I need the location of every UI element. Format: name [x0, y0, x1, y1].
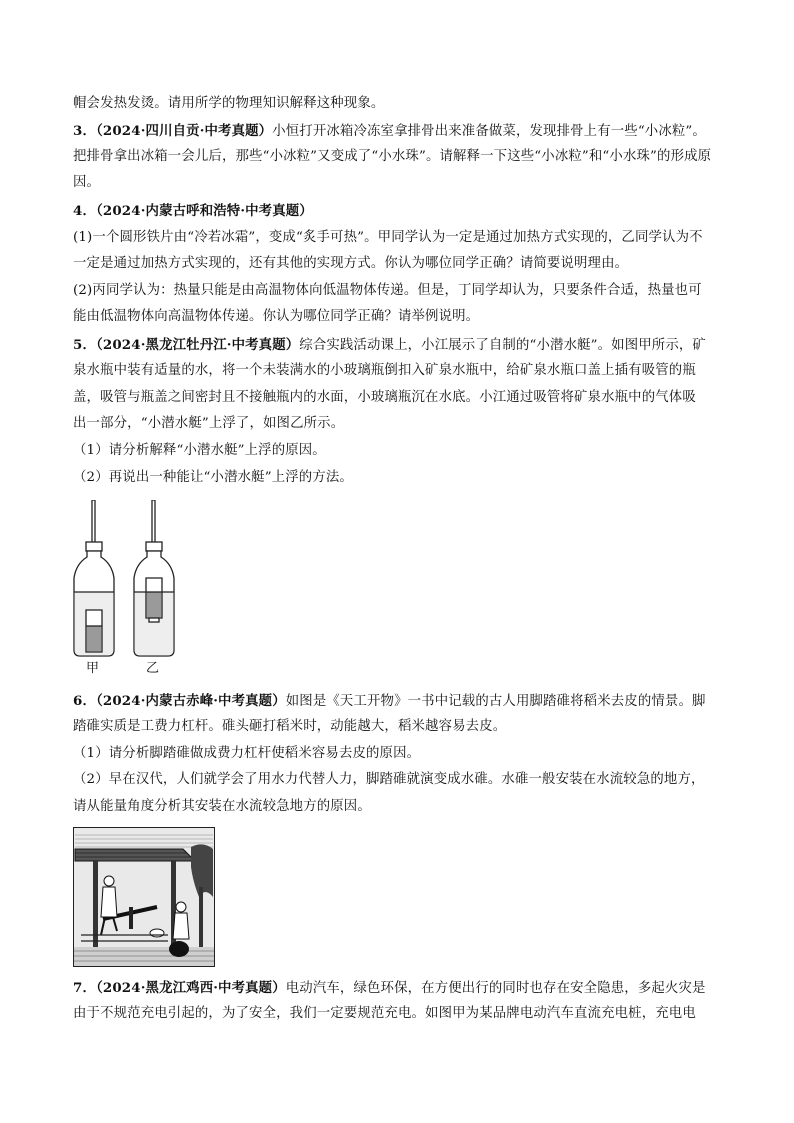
tiangong-kaiwu-illustration [73, 827, 215, 967]
text-line: 盖，吸管与瓶盖之间密封且不接触瓶内的水面，小玻璃瓶沉在水底。小江通过吸管将矿泉水瓶中的气体吸 [73, 390, 696, 405]
caption-jia: 甲 [86, 661, 100, 676]
text-line: （1）请分析脚踏碓做成费力杠杆使稻米容易去皮的原因。 [73, 746, 421, 761]
foot-pestle-woodcut [73, 827, 215, 967]
text-line: 一定是通过加热方式实现的，还有其他的实现方式。你认为哪位同学正确？请简要说明理由。 [73, 256, 629, 271]
text-line: （2）再说出一种能让“小潜水艇”上浮的方法。 [73, 470, 353, 485]
text-line: 请从能量角度分析其安装在水流较急地方的原因。 [73, 799, 371, 814]
caption-yi: 乙 [146, 661, 160, 676]
text-line: 因。 [73, 175, 101, 190]
text-line: 帽会发热发烫。请用所学的物理知识解释这种现象。 [73, 96, 385, 111]
bottle-diagram [73, 500, 193, 660]
text-line: 泉水瓶中装有适量的水，将一个未装满水的小玻璃瓶倒扣入矿泉水瓶中，给矿泉水瓶口盖上插有吸管的瓶 [73, 363, 696, 378]
text-line: (2)丙同学认为：热量只能是由高温物体向低温物体传递。但是，丁同学却认为，只要条件合适，热量也可 [73, 283, 702, 298]
text-line: （1）请分析解释“小潜水艇”上浮的原因。 [73, 443, 326, 458]
question-3-header: 3．（2024·四川自贡·中考真题）小恒打开冰箱冷冻室拿排骨出来准备做菜，发现排骨上有一些“小冰粒”。 [73, 123, 706, 139]
text-line: （2）早在汉代，人们就学会了用水力代替人力，脚踏碓就演变成水碓。水碓一般安装在水流较急的地方， [73, 772, 705, 787]
text-line: (1)一个圆形铁片由“冷若冰霜”，变成“炙手可热”。甲同学认为一定是通过加热方式实现的，乙同学认为不 [73, 230, 703, 245]
question-6-header: 6．（2024·内蒙古赤峰·中考真题）如图是《天工开物》一书中记载的古人用脚踏碓将稻米去皮的情景。脚 [73, 693, 706, 709]
text-line: 能由低温物体向高温物体传递。你认为哪位同学正确？请举例说明。 [73, 309, 480, 324]
text-line: 踏碓实质是工费力杠杆。碓头砸打稻米时，动能越大，稻米越容易去皮。 [73, 719, 507, 734]
text-line: 由于不规范充电引起的，为了安全，我们一定要规范充电。如图甲为某品牌电动汽车直流充电桩，充电电 [73, 1006, 696, 1021]
question-4-header: 4．（2024·内蒙古呼和浩特·中考真题） [73, 203, 313, 219]
question-5-header: 5．（2024·黑龙江牡丹江·中考真题）综合实践活动课上，小江展示了自制的“小潜水艇”。如图甲所示，矿 [73, 337, 706, 353]
text-line: 出一部分，“小潜水艇”上浮了，如图乙所示。 [73, 416, 345, 431]
text-line: 把排骨拿出冰箱一会儿后，那些“小冰粒”又变成了“小水珠”。请解释一下这些“小冰粒”和“小水珠”的形成原 [73, 149, 712, 164]
bottle-figure [73, 500, 193, 680]
question-7-header: 7．（2024·黑龙江鸡西·中考真题）电动汽车，绿色环保，在方便出行的同时也存在安全隐患，多起火灾是 [73, 980, 706, 996]
